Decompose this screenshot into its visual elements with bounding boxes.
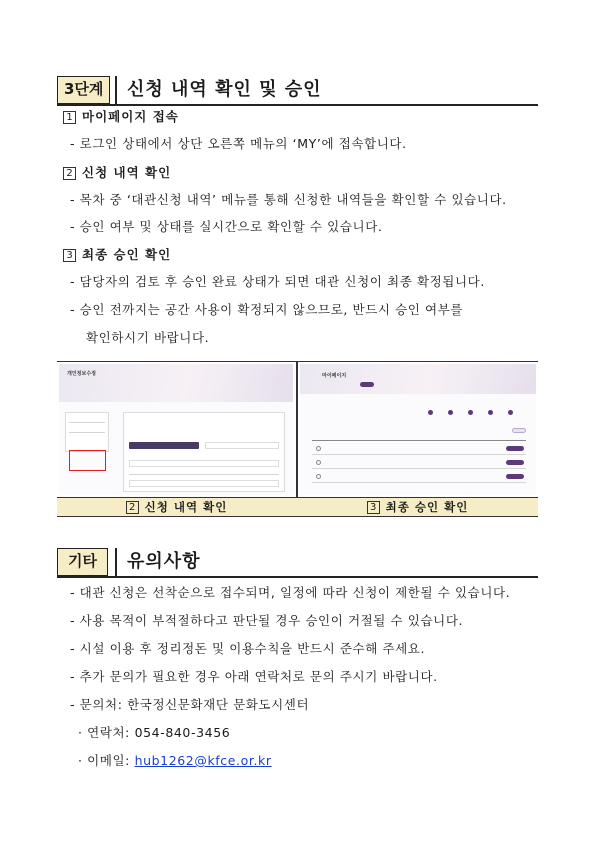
notice-item: - 시설 이용 후 정리정돈 및 이용수칙을 반드시 준수해 주세요. — [70, 641, 426, 656]
header-separator — [115, 76, 117, 104]
etc-title: 유의사항 — [127, 551, 201, 572]
tab-inactive — [205, 442, 279, 449]
caption-label: 신청 내역 확인 — [144, 500, 228, 514]
stage-icon — [488, 410, 493, 415]
table-header-line — [312, 440, 526, 441]
table-row-line — [312, 454, 526, 455]
subheading-label: 신청 내역 확인 — [82, 165, 172, 180]
screenshot-profile-edit — [59, 364, 293, 495]
contact-email — [78, 752, 272, 770]
caption-label: 최종 승인 확인 — [385, 500, 469, 514]
phone-number: 054-840-3456 — [134, 725, 231, 740]
subheading-final-approval — [63, 246, 171, 264]
tab-active — [129, 442, 199, 449]
figure-caption-row — [57, 497, 538, 516]
stage-icon — [428, 410, 433, 415]
banner-title: 개인정보수정 — [67, 371, 96, 377]
phone-label: · 연락처: — [78, 725, 135, 740]
header-separator — [115, 548, 117, 576]
etc-badge: 기타 — [57, 548, 108, 576]
table-row-line — [312, 468, 526, 469]
filter-button — [512, 428, 526, 433]
etc-header — [57, 544, 538, 578]
form-divider — [129, 474, 279, 475]
bullet-text: - 담당자의 검토 후 승인 완료 상태가 되면 대관 신청이 최종 확정됩니다. — [70, 274, 485, 289]
notice-item: - 대관 신청은 선착순으로 접수되며, 일정에 따라 신청이 제한될 수 있습니다. — [70, 585, 511, 600]
row-radio — [316, 460, 321, 465]
step3-badge: 3단계 — [57, 76, 110, 104]
detail-button — [506, 474, 524, 479]
form-input — [129, 480, 279, 487]
page-banner — [300, 364, 536, 394]
subheading-mypage — [63, 108, 179, 126]
caption-right — [298, 498, 537, 516]
contact-phone — [78, 724, 230, 742]
table-row-line — [312, 482, 526, 483]
bullet-text: 확인하시기 바랍니다. — [86, 330, 210, 345]
bullet-text: - 로그인 상태에서 상단 오른쪽 메뉴의 ‘MY’에 접속합니다. — [70, 136, 407, 151]
status-pill — [360, 382, 374, 387]
subheading-label: 마이페이지 접속 — [82, 109, 179, 124]
row-radio — [316, 446, 321, 451]
subheading-application-history — [63, 164, 171, 182]
step3-title: 신청 내역 확인 및 승인 — [127, 79, 322, 100]
detail-button — [506, 446, 524, 451]
bullet-text: - 승인 전까지는 공간 사용이 확정되지 않으므로, 반드시 승인 여부를 — [70, 302, 464, 317]
stage-icon — [508, 410, 513, 415]
number-box: 3 — [63, 249, 76, 262]
notice-item: - 문의처: 한국정신문화재단 문화도시센터 — [70, 697, 310, 712]
stage-icon — [468, 410, 473, 415]
number-box: 2 — [126, 501, 139, 514]
number-box: 1 — [63, 111, 76, 124]
email-link[interactable]: hub1262@kfce.or.kr — [134, 753, 272, 768]
banner-title: 마이페이지 — [322, 373, 347, 379]
caption-left — [57, 498, 296, 516]
menu-divider — [69, 432, 105, 433]
subheading-label: 최종 승인 확인 — [82, 247, 172, 262]
step3-header — [57, 72, 538, 106]
bullet-text: - 목차 중 ‘대관신청 내역’ 메뉴를 통해 신청한 내역들을 확인할 수 있습니다. — [70, 192, 507, 207]
number-box: 2 — [63, 167, 76, 180]
screenshot-figure — [57, 361, 538, 517]
menu-divider — [69, 422, 105, 423]
screenshot-mypage — [300, 364, 536, 495]
notice-item: - 추가 문의가 필요한 경우 아래 연락처로 문의 주시기 바랍니다. — [70, 669, 438, 684]
bullet-text: - 승인 여부 및 상태를 실시간으로 확인할 수 있습니다. — [70, 219, 383, 234]
detail-button — [506, 460, 524, 465]
figure-divider — [296, 362, 298, 516]
highlight-box — [69, 450, 106, 471]
email-label: · 이메일: — [78, 753, 135, 768]
form-input — [129, 460, 279, 467]
number-box: 3 — [367, 501, 380, 514]
notice-item: - 사용 목적이 부적절하다고 판단될 경우 승인이 거절될 수 있습니다. — [70, 613, 464, 628]
stage-icon — [448, 410, 453, 415]
row-radio — [316, 474, 321, 479]
